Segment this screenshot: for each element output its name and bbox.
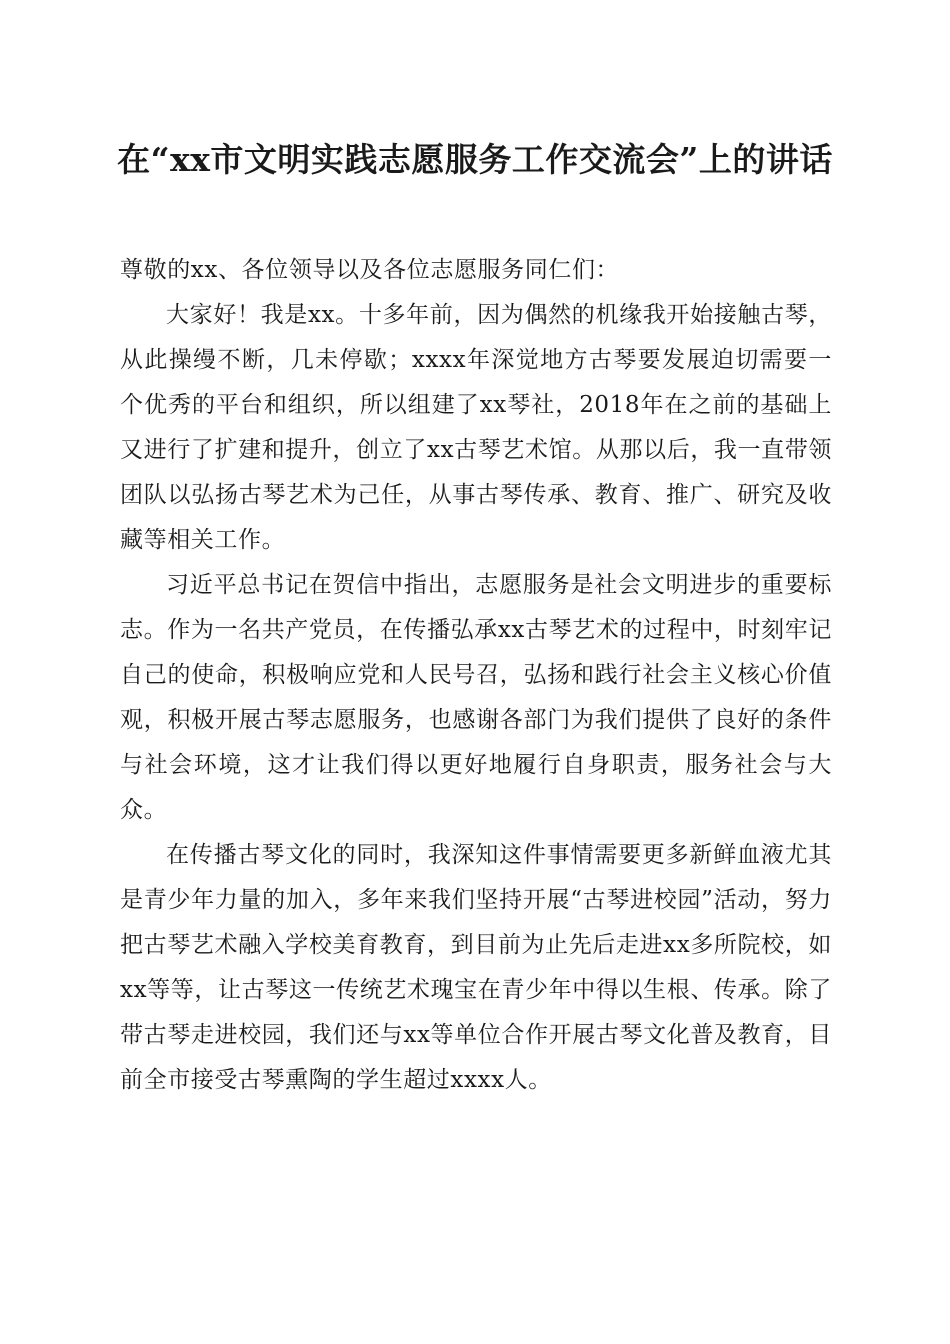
salutation: 尊敬的xx、各位领导以及各位志愿服务同仁们：	[120, 257, 620, 283]
document-body	[120, 248, 832, 1103]
page-title: 在“xx市文明实践志愿服务工作交流会”上的讲话	[117, 140, 833, 179]
paragraph: 在传播古琴文化的同时，我深知这件事情需要更多新鲜血液尤其是青少年力量的加入，多年来我们坚持开展“古琴进校园”活动，努力把古琴艺术融入学校美育教育，到目前为止先后走进xx多所院校，如xx等等，让古琴这一传统艺术瑰宝在青少年中得以生根、传承。除了带古琴走进校园，我们还与xx等单位合作开展古琴文化普及教育，目前全市接受古琴熏陶的学生超过xxxx人。	[120, 842, 832, 1093]
paragraph: 习近平总书记在贺信中指出，志愿服务是社会文明进步的重要标志。作为一名共产党员，在传播弘承xx古琴艺术的过程中，时刻牢记自己的使命，积极响应党和人民号召，弘扬和践行社会主义核心价值观，积极开展古琴志愿服务，也感谢各部门为我们提供了良好的条件与社会环境，这才让我们得以更好地履行自身职责，服务社会与大众。	[120, 572, 832, 823]
paragraph: 大家好！我是xx。十多年前，因为偶然的机缘我开始接触古琴，从此操缦不断，几未停歇；xxxx年深觉地方古琴要发展迫切需要一个优秀的平台和组织，所以组建了xx琴社，2018年在之前的基础上又进行了扩建和提升，创立了xx古琴艺术馆。从那以后，我一直带领团队以弘扬古琴艺术为己任，从事古琴传承、教育、推广、研究及收藏等相关工作。	[120, 302, 832, 553]
